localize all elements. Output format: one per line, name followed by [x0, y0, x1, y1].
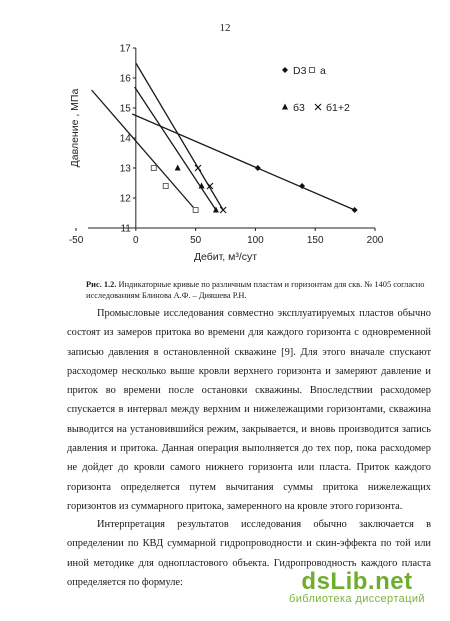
trend-line-2	[92, 90, 196, 210]
data-point-series-3	[175, 165, 181, 171]
data-point-series-1	[255, 165, 261, 171]
dslib-logo: dsLib.net	[301, 568, 413, 595]
figure-caption	[86, 279, 426, 301]
paragraph-text: Промысловые исследования совместно эксплуатируемых пластов обычно состоят из замеров притока во времени для каждого горизонта с одновременной записью давления в остановленной скважине [9]. Для этого вначале спускают расходомер несколько выше кровли верхнего горизонта и замеряют давление и приток во времени после остановки скважины. Впоследствии расходомер спускается в интервал между верхним и нижележащими горизонтами, скважина выводится на установившийся режим, закрывается, и вновь производится запись давления и притока. Данная операция выполняется до тех пор, пока расходомер не дойдет до кровли самого нижнего горизонта или пласта. Приток каждого горизонта определяется путем вычитания суммы притока нижележащих горизонтов из суммарного притока, замеренного на кровле этого горизонта.	[67, 308, 431, 512]
y-tick-label: 13	[119, 163, 131, 175]
y-tick-label: 14	[119, 133, 131, 145]
indicator-curves-chart	[0, 30, 450, 275]
y-axis-label: Давление , МПа	[69, 88, 81, 168]
y-tick-label: 12	[119, 193, 131, 205]
legend-marker-3	[282, 104, 288, 110]
legend-label-4: б1+2	[326, 102, 350, 114]
chart-legend	[282, 65, 350, 114]
trend-line-1	[132, 114, 354, 210]
trend-line-3	[135, 87, 216, 210]
data-point-series-1	[352, 207, 358, 213]
legend-label-3: б3	[293, 102, 305, 114]
y-tick-label: 15	[119, 103, 131, 115]
legend-marker-1	[282, 67, 288, 73]
data-point-series-2	[151, 166, 156, 171]
legend-marker-4	[315, 104, 321, 110]
x-tick-label: 200	[366, 235, 384, 246]
chart-trend-lines	[92, 63, 355, 210]
x-tick-label: 150	[306, 235, 324, 246]
legend-label-1: D3	[293, 65, 307, 77]
data-point-series-2	[193, 208, 198, 213]
paragraph-text: Интерпретация результатов исследования обычно заключается в определении по КВД суммарной гидропроводности и скин-эффекта по той или иной методике для однопластового объекта. Гидропроводность каждого пласта определяется по формуле:	[67, 519, 431, 588]
y-tick-label: 11	[120, 223, 131, 235]
figure-caption-text: Индикаторные кривые по различным пластам и горизонтам для скв. № 1405 согласно исследованиям Блинова А.Ф. – Дияшева Р.Н.	[86, 280, 425, 300]
legend-marker-2	[310, 68, 315, 73]
trend-line-4	[136, 63, 223, 210]
data-point-series-4	[220, 207, 226, 213]
dslib-subtitle: библиотека диссертаций	[289, 593, 425, 605]
x-tick-label: -50	[68, 235, 84, 246]
dslib-watermark[interactable]	[272, 568, 442, 605]
x-tick-label: 0	[133, 235, 139, 246]
data-point-series-4	[195, 165, 201, 171]
y-tick-label: 16	[119, 73, 131, 85]
body-paragraph-1	[67, 304, 431, 516]
x-axis-label: Дебит, м³/сут	[193, 251, 258, 263]
legend-label-2: а	[320, 65, 326, 77]
y-tick-label: 17	[119, 43, 131, 55]
x-tick-label: 50	[190, 235, 202, 246]
x-tick-label: 100	[247, 235, 264, 246]
chart-data-points	[151, 165, 357, 214]
data-point-series-2	[163, 184, 168, 189]
page-number: 12	[219, 22, 231, 34]
figure-caption-label: Рис. 1.2.	[86, 280, 117, 289]
chart-axes	[69, 44, 384, 247]
chart-axis-labels	[69, 89, 257, 263]
